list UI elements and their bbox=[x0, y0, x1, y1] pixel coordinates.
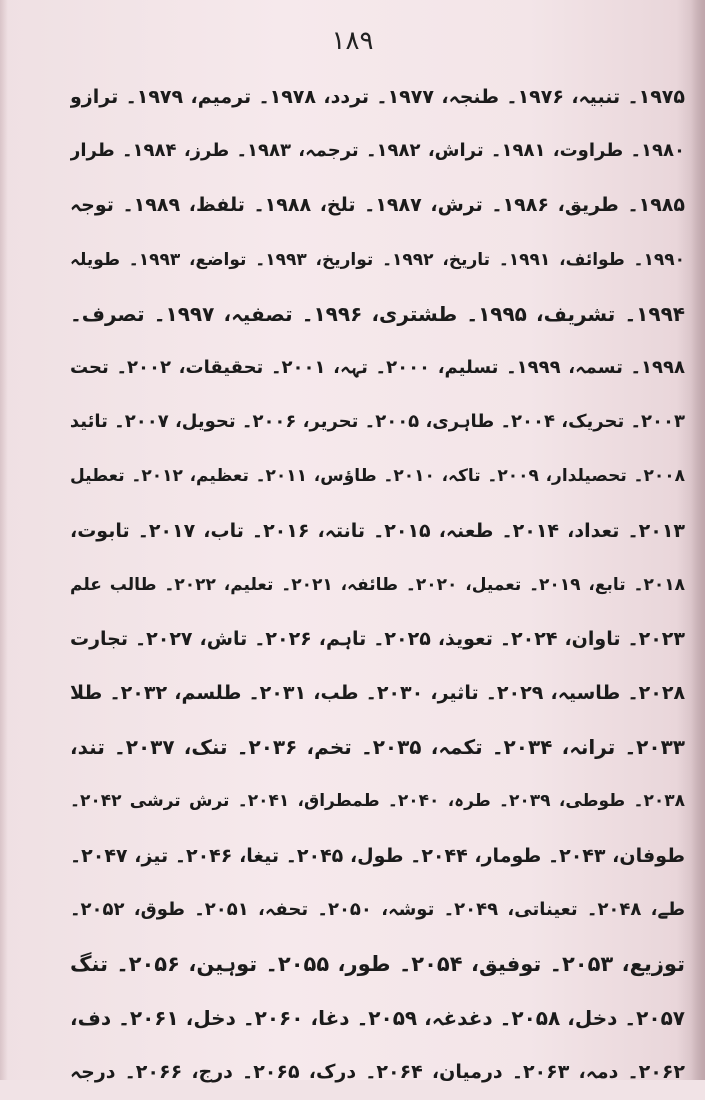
text-line: ۱۹۹۰۔ طوائف، ۱۹۹۱۔ تاریخ، ۱۹۹۲۔ تواریخ، ۱۹۹۳۔ تواضع، ۱۹۹۳۔ طویلہ bbox=[70, 249, 685, 270]
text-line: ۲۰۵۷۔ دخل، ۲۰۵۸۔ دغدغہ، ۲۰۵۹۔ دغا، ۲۰۶۰۔ دخل، ۲۰۶۱۔ دف، bbox=[70, 1006, 685, 1031]
text-line: طے، ۲۰۴۸۔ تعیناتی، ۲۰۴۹۔ توشہ، ۲۰۵۰۔ تحفہ، ۲۰۵۱۔ طوق، ۲۰۵۲۔ bbox=[70, 898, 685, 920]
text-line: توزیع، ۲۰۵۳۔ توفیق، ۲۰۵۴۔ طور، ۲۰۵۵۔ توہین، ۲۰۵۶۔ تنگ bbox=[70, 952, 685, 976]
text-line: ۲۰۰۸۔ تحصیلدار، ۲۰۰۹۔ تاکہ، ۲۰۱۰۔ طاؤس، ۲۰۱۱۔ تعظیم، ۲۰۱۲۔ تعطیل bbox=[70, 466, 685, 487]
text-line: طوفان، ۲۰۴۳۔ طومار، ۲۰۴۴۔ طول، ۲۰۴۵۔ تیغا، ۲۰۴۶۔ تیز، ۲۰۴۷۔ bbox=[70, 844, 685, 867]
text-line: ۲۰۱۳۔ تعداد، ۲۰۱۴۔ طعنہ، ۲۰۱۵۔ تانتہ، ۲۰۱۶۔ تاب، ۲۰۱۷۔ تابوت، bbox=[70, 519, 685, 542]
text-line: ۲۰۳۸۔ طوطی، ۲۰۳۹۔ طرہ، ۲۰۴۰۔ طمطراق، ۲۰۴۱۔ ترش ترشی ۲۰۴۲۔ bbox=[70, 791, 685, 812]
text-line: ۲۰۲۳۔ تاوان، ۲۰۲۴۔ تعویذ، ۲۰۲۵۔ تاہم، ۲۰۲۶۔ تاش، ۲۰۲۷۔ تجارت bbox=[70, 627, 685, 650]
text-line: ۱۹۸۵۔ طریق، ۱۹۸۶۔ ترش، ۱۹۸۷۔ تلخ، ۱۹۸۸۔ تلفظ، ۱۹۸۹۔ توجہ bbox=[70, 194, 685, 217]
page-number: ١٨٩ bbox=[331, 26, 374, 56]
word-list bbox=[70, 70, 685, 1100]
text-line: ۲۰۶۲۔ دمہ، ۲۰۶۳۔ درمیان، ۲۰۶۴۔ درک، ۲۰۶۵۔ درج، ۲۰۶۶۔ درجہ bbox=[70, 1061, 685, 1084]
text-line: ۲۰۰۳۔ تحریک، ۲۰۰۴۔ طاہری، ۲۰۰۵۔ تحریر، ۲۰۰۶۔ تحویل، ۲۰۰۷۔ تائید bbox=[70, 411, 685, 433]
text-line: ۱۹۹۸۔ تسمہ، ۱۹۹۹۔ تسلیم، ۲۰۰۰۔ تہہ، ۲۰۰۱۔ تحقیقات، ۲۰۰۲۔ تحت bbox=[70, 356, 685, 378]
page-right-edge bbox=[691, 0, 705, 1080]
text-line: ۲۰۱۸۔ تابع، ۲۰۱۹۔ تعمیل، ۲۰۲۰۔ طائفہ، ۲۰۲۱۔ تعلیم، ۲۰۲۲۔ طالب علم bbox=[70, 574, 685, 595]
text-line: ۱۹۹۴۔ تشریف، ۱۹۹۵۔ طشتری، ۱۹۹۶۔ تصفیہ، ۱۹۹۷۔ تصرف۔ bbox=[70, 301, 685, 326]
text-line: ۲۰۳۳۔ ترانہ، ۲۰۳۴۔ تکمہ، ۲۰۳۵۔ تخم، ۲۰۳۶۔ تنک، ۲۰۳۷۔ تند، bbox=[70, 735, 685, 760]
page-left-edge bbox=[0, 0, 8, 1080]
text-line: ۱۹۷۵۔ تنبیہ، ۱۹۷۶۔ طنجہ، ۱۹۷۷۔ تردد، ۱۹۷۸۔ ترمیم، ۱۹۷۹۔ ترازو bbox=[70, 86, 685, 108]
text-line: ۲۰۲۸۔ طاسیہ، ۲۰۲۹۔ تاثیر، ۲۰۳۰۔ طب، ۲۰۳۱۔ طلسم، ۲۰۳۲۔ طلا bbox=[70, 682, 685, 705]
text-line: ۱۹۸۰۔ طراوت، ۱۹۸۱۔ تراش، ۱۹۸۲۔ ترجمہ، ۱۹۸۳۔ طرز، ۱۹۸۴۔ طرار bbox=[70, 140, 685, 162]
